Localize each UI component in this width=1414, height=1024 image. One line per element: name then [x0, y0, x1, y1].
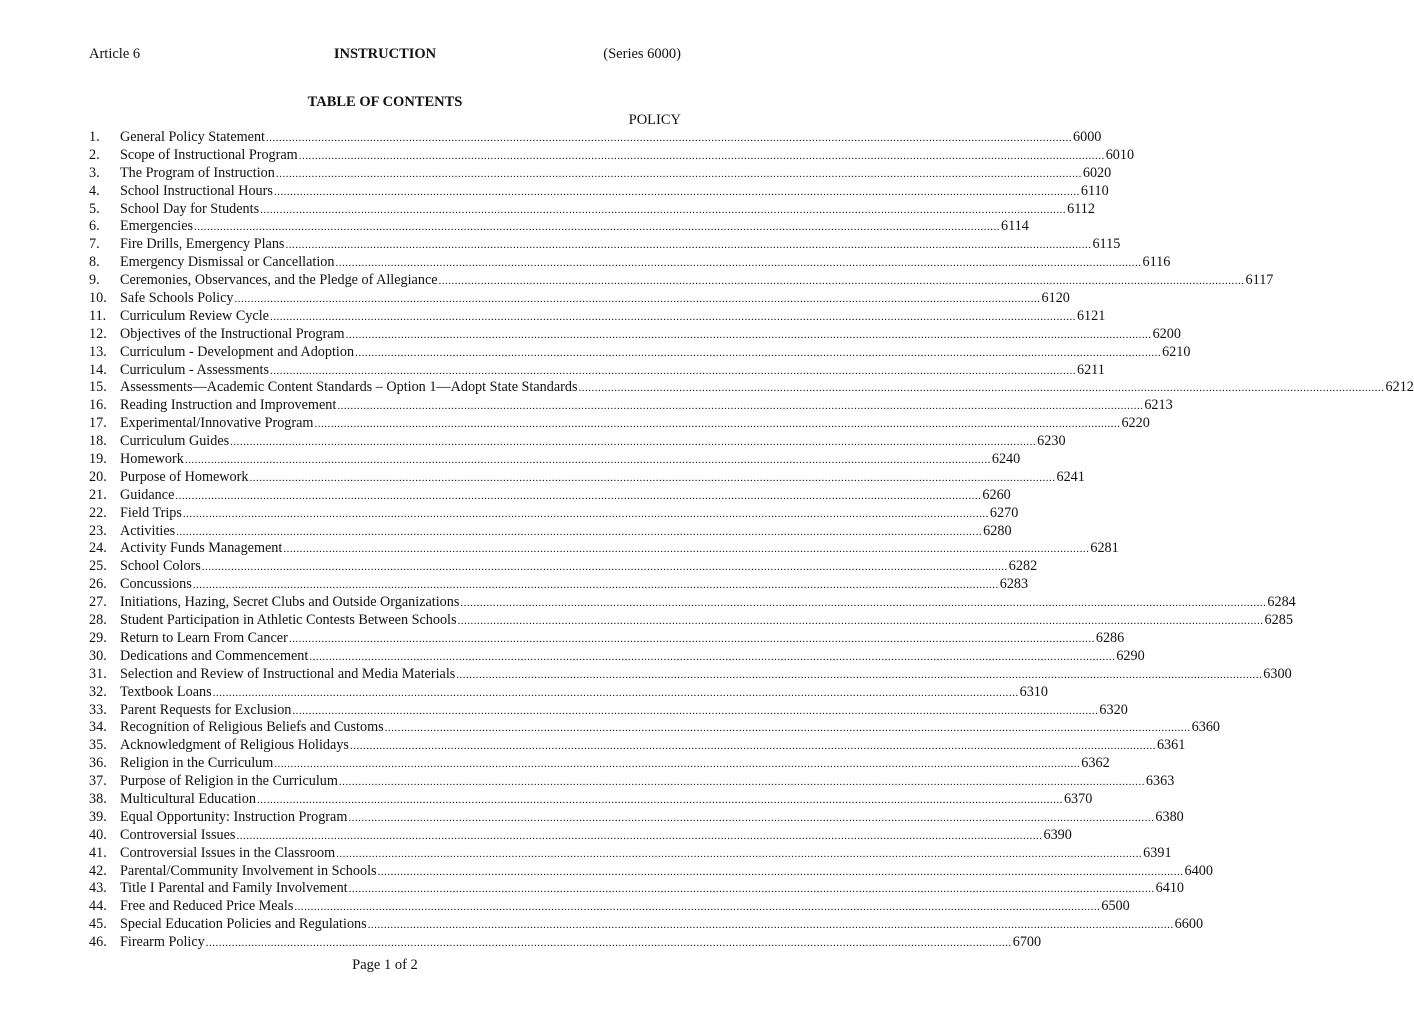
toc-entry	[89, 200, 1095, 219]
toc-entry-number: 12.	[89, 325, 107, 342]
toc-entry-title: Curriculum Review Cycle	[120, 307, 269, 324]
toc-entry-title: School Day for Students	[120, 200, 260, 217]
toc-entry-number: 40.	[89, 826, 107, 843]
toc-list	[89, 129, 1414, 952]
toc-entry-policy-number: 6361	[1156, 737, 1186, 754]
toc-entry-policy-number: 6700	[1012, 934, 1042, 951]
toc-entry-title: Equal Opportunity: Instruction Program	[120, 808, 348, 825]
toc-entry-policy-number: 6270	[989, 504, 1019, 521]
toc-dot-leader	[236, 828, 1042, 846]
toc-dot-leader	[309, 649, 1115, 667]
toc-entry	[89, 558, 1038, 576]
toc-entry-policy-number: 6282	[1008, 558, 1038, 575]
toc-entry-policy-number: 6000	[1073, 129, 1102, 145]
toc-entry-policy-number: 6120	[1041, 290, 1070, 307]
toc-dot-leader	[335, 255, 1141, 273]
page-header	[89, 46, 681, 66]
toc-entry-policy-number: 6212	[1385, 379, 1414, 396]
toc-entry-number: 33.	[89, 701, 107, 718]
toc-entry-number: 23.	[89, 522, 107, 539]
toc-entry-title: Activity Funds Management	[120, 540, 283, 557]
toc-entry-number: 20.	[89, 468, 107, 485]
toc-dot-leader	[285, 237, 1091, 255]
toc-entry-title: Reading Instruction and Improvement	[120, 397, 337, 414]
toc-dot-leader	[294, 899, 1100, 917]
toc-entry	[89, 916, 1204, 934]
toc-entry-title: Controversial Issues in the Classroom	[120, 844, 336, 861]
toc-entry-policy-number: 6213	[1144, 397, 1173, 414]
toc-dot-leader	[176, 524, 982, 542]
toc-entry	[89, 808, 1184, 827]
toc-entry	[89, 826, 1072, 845]
toc-entry-policy-number: 6260	[982, 486, 1011, 503]
toc-entry-policy-number: 6320	[1099, 701, 1128, 718]
toc-entry-number: 19.	[89, 451, 107, 468]
toc-entry	[89, 415, 1150, 433]
toc-dot-leader	[235, 291, 1041, 309]
toc-entry-number: 45.	[89, 916, 107, 933]
toc-entry	[89, 254, 1171, 272]
toc-entry	[89, 486, 1011, 505]
toc-entry	[89, 790, 1093, 809]
toc-entry-number: 1.	[89, 129, 100, 145]
toc-dot-leader	[439, 273, 1245, 291]
toc-entry-number: 42.	[89, 862, 107, 879]
toc-entry-policy-number: 6400	[1184, 862, 1213, 879]
toc-entry-number: 30.	[89, 647, 107, 664]
toc-entry-policy-number: 6600	[1174, 916, 1204, 933]
toc-dot-leader	[350, 738, 1156, 756]
toc-entry-policy-number: 6220	[1121, 415, 1150, 432]
toc-dot-leader	[292, 703, 1098, 721]
toc-entry-title: Controversial Issues	[120, 826, 236, 843]
toc-entry-title: Selection and Review of Instructional and Media Materials	[120, 665, 456, 682]
toc-entry	[89, 612, 1293, 630]
toc-entry-number: 3.	[89, 164, 100, 181]
toc-entry-title: Multicultural Education	[120, 790, 256, 807]
toc-entry-policy-number: 6114	[1001, 218, 1029, 235]
toc-entry-policy-number: 6110	[1080, 182, 1109, 199]
toc-dot-leader	[337, 398, 1143, 416]
toc-dot-leader	[336, 846, 1142, 864]
toc-entry-policy-number: 6285	[1264, 612, 1293, 629]
toc-dot-leader	[579, 380, 1385, 398]
toc-dot-leader	[283, 541, 1089, 559]
toc-entry-policy-number: 6281	[1090, 540, 1119, 557]
toc-entry-title: Fire Drills, Emergency Plans	[120, 236, 285, 253]
policy-column-label: POLICY	[628, 112, 681, 128]
toc-entry	[89, 683, 1048, 702]
toc-entry	[89, 862, 1213, 881]
toc-entry-title: Parental/Community Involvement in Schools	[120, 862, 377, 879]
toc-entry-title: Experimental/Innovative Program	[120, 415, 314, 432]
toc-entry-number: 8.	[89, 254, 100, 271]
article-label: Article 6	[89, 46, 141, 62]
toc-entry-number: 11.	[89, 307, 107, 324]
toc-entry	[89, 129, 1102, 147]
toc-entry-number: 10.	[89, 290, 107, 307]
toc-entry	[89, 343, 1191, 362]
toc-dot-leader	[276, 166, 1082, 184]
toc-entry-policy-number: 6500	[1101, 898, 1130, 915]
toc-entry-policy-number: 6391	[1143, 844, 1172, 861]
toc-entry-title: Emergency Dismissal or Cancellation	[120, 254, 335, 271]
toc-dot-leader	[230, 434, 1036, 452]
toc-dot-leader	[175, 488, 981, 506]
toc-entry-policy-number: 6210	[1162, 343, 1191, 360]
page-footer: Page 1 of 2	[352, 957, 418, 973]
toc-entry-title: Assessments—Academic Content Standards – Option 1—Adopt State Standards	[120, 379, 578, 396]
toc-entry	[89, 755, 1110, 773]
toc-entry-policy-number: 6310	[1019, 683, 1048, 700]
toc-entry-policy-number: 6211	[1076, 361, 1105, 378]
toc-entry-number: 28.	[89, 612, 107, 629]
toc-dot-leader	[183, 506, 989, 524]
toc-entry	[89, 468, 1085, 487]
toc-entry-number: 21.	[89, 486, 107, 503]
toc-dot-leader	[458, 613, 1264, 631]
section-title: INSTRUCTION	[333, 46, 437, 62]
toc-dot-leader	[349, 881, 1155, 899]
toc-dot-leader	[368, 917, 1174, 935]
toc-entry-number: 5.	[89, 200, 100, 217]
toc-entry-number: 17.	[89, 415, 107, 432]
toc-entry-policy-number: 6020	[1082, 164, 1112, 181]
toc-entry-number: 24.	[89, 540, 107, 557]
toc-entry-title: Field Trips	[120, 504, 182, 521]
toc-entry-number: 46.	[89, 934, 107, 951]
toc-entry-policy-number: 6390	[1043, 826, 1072, 843]
toc-entry-title: Student Participation in Athletic Contests Between Schools	[120, 612, 457, 629]
toc-entry-policy-number: 6410	[1155, 880, 1184, 897]
toc-entry-title: Purpose of Religion in the Curriculum	[120, 773, 338, 790]
toc-entry-title: Curriculum Guides	[120, 433, 230, 450]
toc-entry-number: 36.	[89, 755, 107, 772]
toc-heading: TABLE OF CONTENTS	[307, 94, 463, 110]
toc-entry	[89, 164, 1112, 183]
toc-entry-number: 13.	[89, 343, 107, 360]
toc-dot-leader	[206, 935, 1012, 953]
toc-entry-title: Emergencies	[120, 218, 194, 235]
toc-entry-policy-number: 6117	[1245, 272, 1274, 289]
toc-entry	[89, 290, 1070, 308]
toc-entry-number: 38.	[89, 790, 107, 807]
toc-entry-policy-number: 6286	[1095, 629, 1125, 646]
toc-entry-title: Safe Schools Policy	[120, 290, 234, 307]
toc-entry	[89, 307, 1106, 326]
series-label: (Series 6000)	[603, 46, 681, 62]
toc-entry-title: School Colors	[120, 558, 201, 575]
toc-entry-policy-number: 6300	[1263, 665, 1292, 682]
toc-entry-number: 37.	[89, 773, 107, 790]
toc-entry	[89, 146, 1135, 165]
toc-entry-title: Concussions	[120, 576, 192, 593]
toc-entry	[89, 701, 1128, 720]
toc-entry	[89, 325, 1181, 344]
toc-entry-policy-number: 6290	[1116, 647, 1145, 664]
toc-entry-policy-number: 6200	[1152, 325, 1181, 342]
toc-entry-policy-number: 6362	[1081, 755, 1110, 772]
toc-dot-leader	[385, 720, 1191, 738]
toc-entry-title: Curriculum - Assessments	[120, 361, 269, 378]
toc-entry	[89, 379, 1414, 397]
toc-entry	[89, 433, 1066, 451]
toc-entry-title: General Policy Statement	[120, 129, 265, 145]
toc-dot-leader	[289, 631, 1095, 649]
toc-entry	[89, 272, 1274, 290]
toc-dot-leader	[274, 756, 1080, 774]
toc-dot-leader	[348, 810, 1154, 828]
toc-entry-number: 2.	[89, 146, 100, 163]
toc-dot-leader	[270, 309, 1076, 327]
toc-entry-number: 22.	[89, 504, 107, 521]
toc-entry-title: Activities	[120, 522, 176, 539]
toc-entry-policy-number: 6370	[1063, 790, 1093, 807]
toc-entry	[89, 522, 1012, 541]
toc-entry-number: 7.	[89, 236, 100, 253]
toc-entry-number: 34.	[89, 719, 107, 736]
toc-entry-policy-number: 6121	[1076, 307, 1106, 324]
toc-entry	[89, 737, 1186, 755]
toc-entry	[89, 647, 1145, 666]
toc-entry-number: 9.	[89, 272, 100, 289]
toc-entry	[89, 540, 1119, 558]
toc-dot-leader	[346, 327, 1152, 345]
toc-dot-leader	[314, 416, 1120, 434]
toc-entry-title: Religion in the Curriculum	[120, 755, 274, 772]
toc-dot-leader	[260, 202, 1066, 220]
toc-entry-title: Purpose of Homework	[120, 468, 249, 485]
toc-entry-policy-number: 6116	[1142, 254, 1171, 271]
toc-entry-title: Special Education Policies and Regulations	[120, 916, 367, 933]
toc-dot-leader	[202, 559, 1008, 577]
toc-entry	[89, 397, 1173, 415]
toc-entry-title: Guidance	[120, 486, 175, 503]
toc-entry	[89, 934, 1042, 952]
toc-entry-title: Textbook Loans	[120, 683, 212, 700]
toc-entry-number: 6.	[89, 218, 100, 235]
toc-entry-title: Title I Parental and Family Involvement	[120, 880, 348, 897]
toc-entry-title: Homework	[120, 451, 184, 468]
toc-entry-number: 16.	[89, 397, 107, 414]
toc-entry-policy-number: 6230	[1037, 433, 1066, 450]
toc-entry-policy-number: 6115	[1092, 236, 1121, 253]
toc-entry	[89, 236, 1121, 254]
toc-entry-number: 29.	[89, 629, 107, 646]
toc-dot-leader	[193, 577, 999, 595]
toc-entry	[89, 576, 1029, 594]
toc-entry	[89, 361, 1105, 380]
toc-dot-leader	[194, 219, 1000, 237]
toc-entry-policy-number: 6284	[1267, 594, 1296, 611]
toc-entry-number: 27.	[89, 594, 107, 611]
toc-entry-title: Ceremonies, Observances, and the Pledge of Allegiance	[120, 272, 438, 289]
toc-entry	[89, 665, 1292, 684]
toc-dot-leader	[213, 685, 1019, 703]
toc-entry-number: 44.	[89, 898, 107, 915]
toc-entry-title: Acknowledgment of Religious Holidays	[120, 737, 349, 754]
toc-entry-number: 35.	[89, 737, 107, 754]
toc-entry-title: Firearm Policy	[120, 934, 205, 951]
toc-entry-policy-number: 6283	[999, 576, 1029, 593]
toc-dot-leader	[456, 667, 1262, 685]
toc-dot-leader	[274, 184, 1080, 202]
toc-entry-policy-number: 6280	[983, 522, 1012, 539]
toc-dot-leader	[249, 470, 1055, 488]
toc-entry-number: 25.	[89, 558, 107, 575]
toc-entry-title: School Instructional Hours	[120, 182, 273, 199]
toc-entry-policy-number: 6241	[1056, 468, 1085, 485]
toc-entry-title: Parent Requests for Exclusion	[120, 701, 292, 718]
toc-entry-title: Objectives of the Instructional Program	[120, 325, 345, 342]
toc-entry	[89, 594, 1296, 612]
toc-entry-number: 39.	[89, 808, 107, 825]
toc-dot-leader	[460, 595, 1266, 613]
toc-entry-title: Initiations, Hazing, Secret Clubs and Outside Organizations	[120, 594, 460, 611]
toc-entry-number: 41.	[89, 844, 107, 861]
toc-entry-number: 43.	[89, 880, 107, 897]
toc-entry-policy-number: 6363	[1145, 773, 1175, 790]
toc-entry-title: Return to Learn From Cancer	[120, 629, 288, 646]
toc-entry-title: Free and Reduced Price Meals	[120, 898, 294, 915]
toc-entry	[89, 629, 1125, 648]
toc-dot-leader	[339, 774, 1145, 792]
toc-dot-leader	[257, 792, 1063, 810]
toc-dot-leader	[270, 363, 1076, 381]
toc-entry	[89, 719, 1221, 737]
toc-entry	[89, 182, 1109, 201]
toc-entry-number: 4.	[89, 182, 100, 199]
toc-entry-number: 18.	[89, 433, 107, 450]
toc-entry	[89, 898, 1130, 916]
toc-entry	[89, 451, 1021, 469]
toc-entry-number: 15.	[89, 379, 107, 396]
toc-entry	[89, 218, 1029, 236]
toc-entry	[89, 504, 1019, 523]
toc-entry-title: Recognition of Religious Beliefs and Customs	[120, 719, 384, 736]
toc-dot-leader	[299, 148, 1105, 166]
toc-entry-policy-number: 6240	[991, 451, 1021, 468]
toc-entry-number: 26.	[89, 576, 107, 593]
toc-entry-title: Dedications and Commencement	[120, 647, 309, 664]
toc-entry	[89, 773, 1175, 791]
toc-entry-policy-number: 6112	[1067, 200, 1095, 217]
toc-entry-title: Curriculum - Development and Adoption	[120, 343, 355, 360]
toc-entry-policy-number: 6010	[1105, 146, 1135, 163]
toc-entry-policy-number: 6380	[1155, 808, 1184, 825]
toc-entry	[89, 844, 1172, 863]
toc-entry-number: 14.	[89, 361, 107, 378]
toc-entry-number: 32.	[89, 683, 107, 700]
toc-dot-leader	[266, 130, 1072, 148]
toc-dot-leader	[185, 452, 991, 470]
toc-entry-title: Scope of Instructional Program	[120, 146, 298, 163]
toc-entry-policy-number: 6360	[1191, 719, 1221, 736]
toc-entry-title: The Program of Instruction	[120, 164, 275, 181]
toc-dot-leader	[355, 345, 1161, 363]
toc-dot-leader	[378, 864, 1184, 882]
toc-entry-number: 31.	[89, 665, 107, 682]
toc-entry	[89, 880, 1184, 898]
